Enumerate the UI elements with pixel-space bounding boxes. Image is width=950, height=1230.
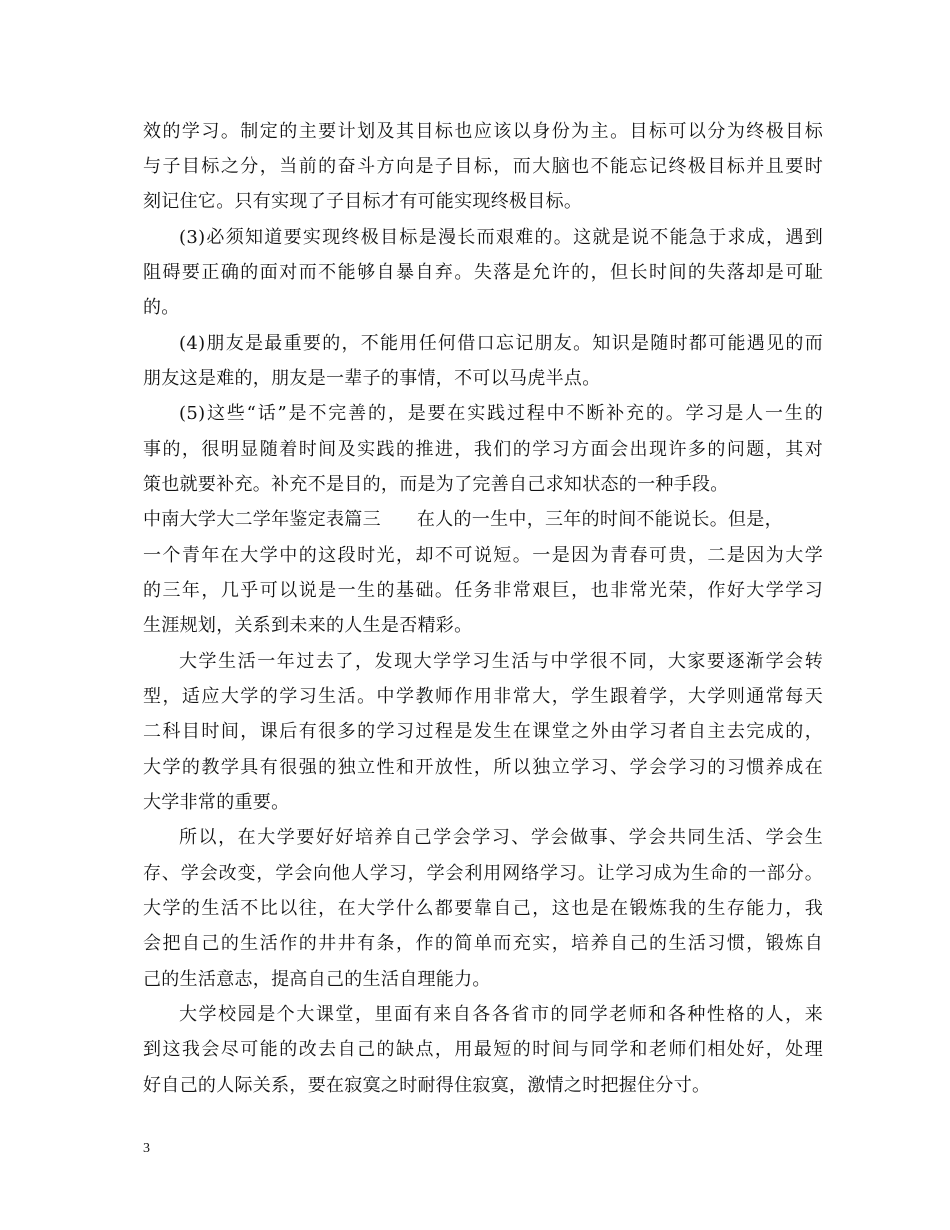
text-line: (4)朋友是最重要的，不能用任何借口忘记朋友。知识是随时都可能遇见的而	[179, 333, 823, 354]
text-line: 型，适应大学的学习生活。中学教师作用非常大，学生跟着学，大学则通常每天	[143, 686, 823, 707]
text-line: 好自己的人际关系，要在寂寞之时耐得住寂寞，激情之时把握住分寸。	[143, 1075, 711, 1096]
text-line: 大学的生活不比以往，在大学什么都要靠自己，这也是在锻炼我的生存能力，我	[143, 898, 823, 919]
text-line: 大学校园是个大课堂，里面有来自各各省市的同学老师和各种性格的人，来	[179, 1004, 823, 1025]
text-line: (5)这些“话”是不完善的，是要在实践过程中不断补充的。学习是人一生的	[179, 403, 823, 424]
text-line: 所以，在大学要好好培养自己学会学习、学会做事、学会共同生活、学会生	[179, 827, 823, 848]
section-heading-line	[143, 508, 823, 532]
text-line: 事的，很明显随着时间及实践的推进，我们的学习方面会出现许多的问题，其对	[143, 439, 823, 460]
text-line: 策也就要补充。补充不是目的，而是为了完善自己求知状态的一种手段。	[143, 474, 729, 495]
text-line: 的。	[143, 297, 180, 318]
text-line: 会把自己的生活作的井井有条，作的简单而充实，培养自己的生活习惯，锻炼自	[143, 933, 823, 954]
text-line: 存、学会改变，学会向他人学习，学会利用网络学习。让学习成为生命的一部分。	[143, 863, 823, 884]
text-line: 效的学习。制定的主要计划及其目标也应该以身份为主。目标可以分为终极目标	[143, 121, 823, 142]
text-line: 到这我会尽可能的改去自己的缺点，用最短的时间与同学和老师们相处好，处理	[143, 1039, 823, 1060]
text-line: 生涯规划，关系到未来的人生是否精彩。	[143, 615, 473, 636]
text-line: 大学生活一年过去了，发现大学学习生活与中学很不同，大家要逐渐学会转	[179, 651, 823, 672]
text-line: 一个青年在大学中的这段时光，却不可说短。一是因为青春可贵，二是因为大学	[143, 545, 823, 566]
section-heading: 中南大学大二学年鉴定表篇三	[143, 509, 381, 530]
page-number: 3	[143, 1141, 150, 1156]
text-line: 刻记住它。只有实现了子目标才有可能实现终极目标。	[143, 191, 583, 212]
text-line: 大学非常的重要。	[143, 792, 290, 813]
text-line: 朋友这是难的，朋友是一辈子的事情，不可以马虎半点。	[143, 368, 601, 389]
text-line: 的三年，几乎可以说是一生的基础。任务非常艰巨，也非常光荣，作好大学学习	[143, 580, 823, 601]
text-line: 己的生活意志，提高自己的生活自理能力。	[143, 969, 491, 990]
text-line: (3)必须知道要实现终极目标是漫长而艰难的。这就是说不能急于求成，遇到	[179, 227, 823, 248]
text-line: 阻碍要正确的面对而不能够自暴自弃。失落是允许的，但长时间的失落却是可耻	[143, 262, 823, 283]
text-line: 在人的一生中，三年的时间不能说长。但是，	[416, 509, 783, 530]
text-line: 与子目标之分，当前的奋斗方向是子目标，而大脑也不能忘记终极目标并且要时	[143, 156, 823, 177]
text-line: 大学的教学具有很强的独立性和开放性，所以独立学习、学会学习的习惯养成在	[143, 757, 823, 778]
text-line: 二科目时间，课后有很多的学习过程是发生在课堂之外由学习者自主去完成的，	[143, 721, 823, 742]
